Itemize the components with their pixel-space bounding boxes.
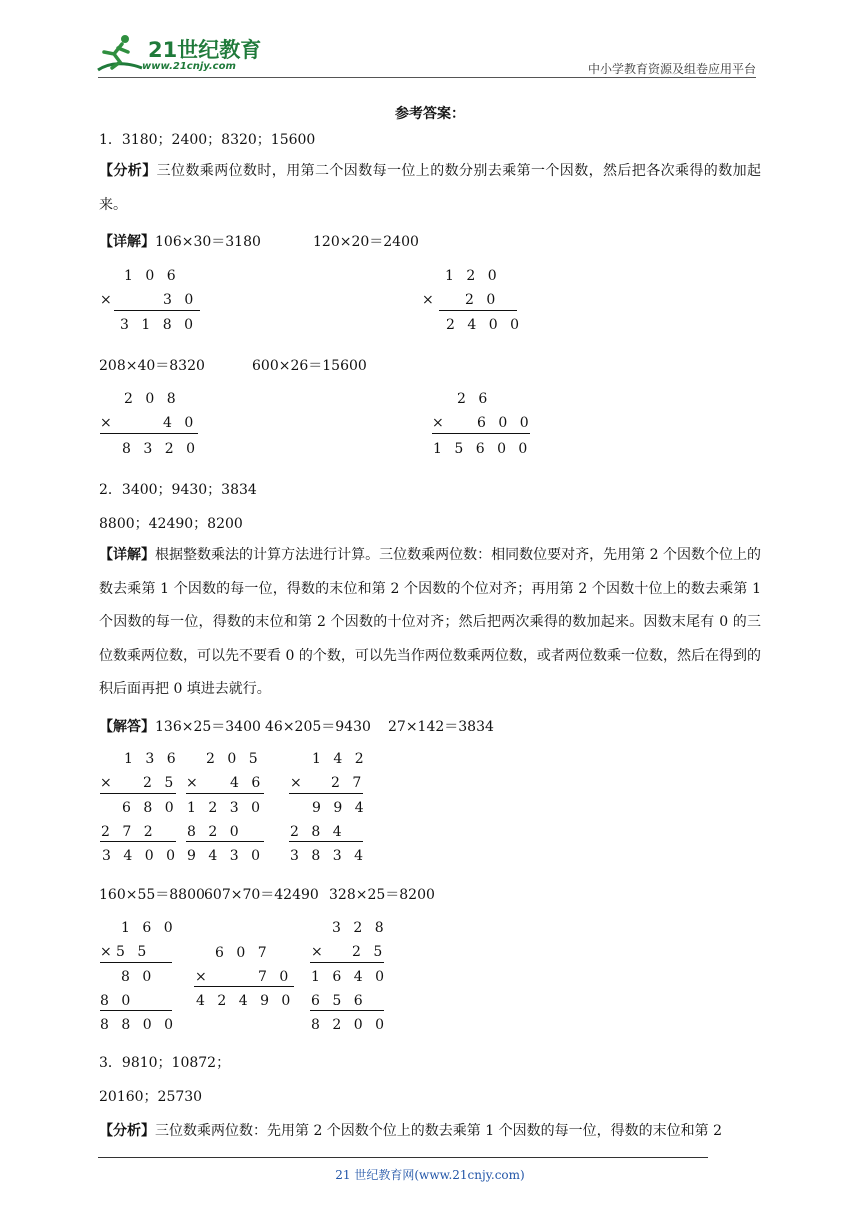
calc-row: 2 7 xyxy=(331,775,366,791)
calc-rule xyxy=(310,1010,384,1011)
calc-row: 2 8 4 xyxy=(290,824,346,840)
calc-row: × xyxy=(290,775,306,791)
logo-url: www.21cnjy.com xyxy=(142,61,236,72)
calc-rule xyxy=(289,793,363,794)
calc-row: 3 0 xyxy=(163,292,198,308)
page-title: 参考答案： xyxy=(395,106,465,122)
calc-rule xyxy=(100,433,198,434)
calc-row: 3 8 3 4 xyxy=(290,848,367,864)
calc-row: 1 5 6 0 0 xyxy=(433,441,532,457)
calc-row: × xyxy=(100,415,116,431)
calc-row: 3 4 0 0 xyxy=(102,848,179,864)
q3-analysis-label: 【分析】 xyxy=(99,1123,155,1139)
calc-row: 2 4 0 0 xyxy=(446,317,523,333)
q1-detail-a: 106×30＝3180 xyxy=(155,234,261,250)
calc-row: 8 8 0 0 xyxy=(100,1017,177,1033)
calc-row: 1 2 0 xyxy=(445,268,501,284)
q2-eq-e: 607×70＝42490 xyxy=(204,887,319,903)
q2-answer-1: 2．3400；9430；3834 xyxy=(99,482,257,498)
calc-row: × xyxy=(311,944,327,960)
q2-detail-label: 【详解】 xyxy=(99,547,156,563)
calc-row: 9 4 3 0 xyxy=(187,848,264,864)
calc-row: 3 1 8 0 xyxy=(120,317,197,333)
calc-row: 2 0 xyxy=(465,292,500,308)
calc-row: × xyxy=(195,969,211,985)
q1-detail-b: 120×20＝2400 xyxy=(313,234,419,250)
q1-answer: 1．3180；2400；8320；15600 xyxy=(99,132,316,148)
calc-row: × xyxy=(422,292,438,308)
platform-name: 中小学教育资源及组卷应用平台 xyxy=(587,62,756,76)
calc-row: 3 2 8 xyxy=(332,920,388,936)
calc-row: 8 3 2 0 xyxy=(122,441,199,457)
calc-rule xyxy=(289,841,363,842)
calc-rule xyxy=(186,793,264,794)
calc-row: 6 8 0 xyxy=(122,800,178,816)
calc-row: × xyxy=(186,775,202,791)
logo-text: 21世纪教育 xyxy=(148,38,262,62)
q2-detail xyxy=(99,539,761,707)
q1-detail-label: 【详解】 xyxy=(99,234,155,250)
calc-row: 4 2 4 9 0 xyxy=(196,993,295,1009)
q2-solution-c: 27×142＝3834 xyxy=(388,719,494,735)
calc-row: 6 0 0 xyxy=(477,415,533,431)
footer-source: 21 世纪教育网(www.21cnjy.com) xyxy=(335,1168,525,1182)
calc-row: × xyxy=(100,292,116,308)
calc-rule xyxy=(114,310,200,311)
calc-row: 1 0 6 xyxy=(124,268,180,284)
calc-row: 2 0 8 xyxy=(124,391,180,407)
calc-row: 7 0 xyxy=(258,969,293,985)
q1-detail xyxy=(99,231,261,251)
q3-analysis xyxy=(99,1120,722,1140)
q2-eq-f: 328×25＝8200 xyxy=(329,887,435,903)
q2-solution-a: 136×25＝3400 xyxy=(155,719,261,735)
q2-answer-2: 8800；42490；8200 xyxy=(99,516,243,532)
q1-eq-c: 208×40＝8320 xyxy=(99,358,205,374)
calc-row: 8 0 xyxy=(121,969,156,985)
calc-row: × xyxy=(100,775,116,791)
q2-solution-b: 46×205＝9430 xyxy=(265,719,371,735)
calc-rule xyxy=(100,962,172,963)
calc-row: 2 6 xyxy=(457,391,492,407)
calc-row: 1 4 2 xyxy=(312,751,368,767)
calc-row: 8 2 0 xyxy=(187,824,243,840)
runner-logo-icon xyxy=(92,32,144,76)
q3-answer-2: 20160；25730 xyxy=(99,1089,203,1105)
calc-row: 2 7 2 xyxy=(101,824,157,840)
calc-row: 8 2 0 0 xyxy=(311,1017,388,1033)
q2-solution xyxy=(99,716,261,736)
q3-analysis-text: 三位数乘两位数：先用第 2 个因数个位上的数去乘第 1 个因数的每一位，得数的末位和第 2 xyxy=(155,1123,722,1139)
q2-eq-d: 160×55＝8800 xyxy=(99,887,205,903)
calc-row: 6 0 7 xyxy=(215,945,271,961)
calc-rule xyxy=(432,433,530,434)
calc-row: 9 9 4 xyxy=(312,800,368,816)
calc-rule xyxy=(439,310,517,311)
calc-rule xyxy=(100,793,176,794)
calc-rule xyxy=(186,841,264,842)
calc-row: 8 0 xyxy=(100,993,135,1009)
q2-detail-text: 根据整数乘法的计算方法进行计算。三位数乘两位数：相同数位要对齐，先用第 2 个因数个位上的数去乘第 1 个因数的每一位，得数的末位和第 2 个因数的个位对齐；再用第 2 个因数十位上的数去乘第 1 个因数的每一位，得数的末位和第 2 个因数的十位对齐；然后把两次乘得的数加起来。因数末尾有 0 的三位数乘两位数，可以先不要看 0 的个数，可以先当作两位数乘两位数，或者两位数乘一位数，然后在得到的积后面再把 0 填进去就行。 xyxy=(99,547,762,697)
calc-row: 5 5 xyxy=(116,944,151,960)
calc-rule xyxy=(100,841,176,842)
calc-row: 2 5 xyxy=(352,944,387,960)
calc-row: 1 2 3 0 xyxy=(187,800,264,816)
header-divider xyxy=(98,77,756,78)
calc-row: × xyxy=(432,415,448,431)
q3-answer-1: 3．9810；10872； xyxy=(99,1055,231,1071)
site-logo xyxy=(92,32,262,76)
calc-row: 2 5 xyxy=(143,775,178,791)
footer-divider xyxy=(98,1157,708,1158)
calc-row: 1 3 6 xyxy=(124,751,180,767)
calc-row: × xyxy=(100,944,116,960)
q2-solution-label: 【解答】 xyxy=(99,719,155,735)
calc-row: 2 0 5 xyxy=(206,751,262,767)
calc-rule xyxy=(310,962,384,963)
q1-eq-d: 600×26＝15600 xyxy=(252,358,367,374)
calc-row: 1 6 0 xyxy=(121,920,177,936)
q1-analysis-text: 三位数乘两位数时，用第二个因数每一位上的数分别去乘第一个因数，然后把各次乘得的数加起来。 xyxy=(99,163,762,213)
q1-analysis xyxy=(99,155,761,222)
calc-row: 1 6 4 0 xyxy=(311,969,388,985)
calc-row: 6 5 6 xyxy=(311,993,367,1009)
calc-row: 4 6 xyxy=(230,775,265,791)
calc-rule xyxy=(194,986,294,987)
calc-rule xyxy=(100,1010,172,1011)
q1-analysis-label: 【分析】 xyxy=(99,163,157,179)
calc-row: 4 0 xyxy=(163,415,198,431)
